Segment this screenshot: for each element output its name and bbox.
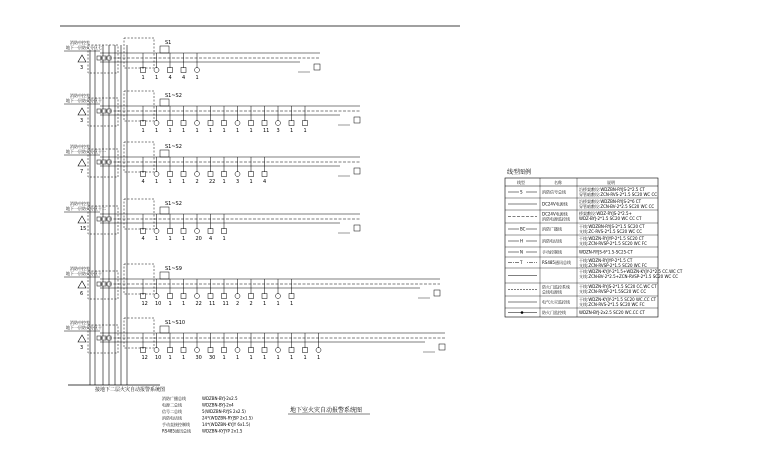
module-icon	[222, 121, 227, 126]
device-count: 1	[168, 128, 172, 134]
module-icon	[168, 68, 173, 73]
module-icon	[262, 172, 267, 177]
device-count: 1	[155, 128, 159, 134]
device-count: 10	[155, 355, 162, 361]
detector-icon	[154, 294, 159, 299]
switch-box	[160, 272, 169, 279]
switch-box	[160, 46, 169, 53]
alarm-triangle-icon	[78, 159, 86, 166]
device-count: 1	[303, 128, 307, 134]
switch-label: S1~S2	[165, 201, 182, 207]
legend-row-desc: 干线:WDZN-KYJY-2*1.5+WDZN-KYJY-2*2.5 CC.WC CT 支线:ZCN-BV-2*2.5+ZCN-RVSP-2*1.5 SC20 WC CC	[579, 269, 683, 279]
floor-block	[64, 142, 360, 185]
device-count: 22	[209, 179, 216, 185]
legend-row-desc: 沿桥架敷设:WDZBN-RYJS-2*6 CT 穿管暗敷设:ZCN-BV-2*2.5 SC20 WC CC	[579, 199, 655, 209]
device-count: 1	[222, 236, 226, 242]
detector-icon	[154, 348, 159, 353]
device-count: 1	[222, 355, 226, 361]
end-terminal-icon	[314, 64, 320, 70]
device-count: 1	[290, 355, 294, 361]
device-count: 1	[222, 128, 226, 134]
module-icon	[289, 294, 294, 299]
legend-header-symbol: 线型	[517, 180, 525, 185]
module-icon	[181, 68, 186, 73]
detector-icon	[276, 294, 281, 299]
detector-icon	[154, 229, 159, 234]
floor-device-count: 3	[80, 118, 84, 124]
alarm-triangle-icon	[78, 216, 86, 223]
floor-block	[64, 38, 320, 81]
detector-icon	[195, 172, 200, 177]
device-count: 1	[290, 128, 294, 134]
wire-spec-name: 信号二总线	[162, 409, 182, 414]
legend-row-desc: WDZN-RYJS-6*1.5-SC25-CT	[579, 249, 633, 255]
device-count: 1	[182, 179, 186, 185]
module-icon	[181, 121, 186, 126]
legend-row-desc: 干线:WDZN-KYJY-2*1.5 SC20 WC.CC CT 支线:ZCN-RVS-2*1.5 SC20 WC FC	[579, 297, 657, 307]
detector-icon	[195, 294, 200, 299]
device-count: 1	[168, 355, 172, 361]
switch-label: S1	[165, 40, 172, 46]
device-count: 3	[236, 179, 240, 185]
device-count: 4	[209, 236, 213, 242]
switch-box	[160, 207, 169, 214]
device-count: 1	[276, 301, 280, 307]
floor-label-line1: 消防中控室	[70, 144, 90, 149]
module-icon	[168, 172, 173, 177]
device-count: 1	[195, 128, 199, 134]
switch-label: S1~S10	[165, 320, 186, 326]
switch-box	[160, 326, 169, 333]
device-count: 3	[276, 128, 280, 134]
device-count: 1	[141, 75, 145, 81]
floor-label-line2: 地下一层防火分区十二	[66, 206, 106, 211]
detector-icon	[154, 172, 159, 177]
device-count: 1	[195, 75, 199, 81]
end-terminal-icon	[439, 344, 445, 350]
wire-spec-table	[162, 395, 253, 434]
legend-row	[508, 235, 647, 246]
device-count: 11	[263, 128, 270, 134]
floor-label-line1: 消防中控室	[70, 93, 90, 98]
floor-label-line2: 地下一层防火分区七	[66, 45, 102, 50]
legend-symbol-glyph: T	[520, 260, 523, 265]
end-terminal-icon	[434, 290, 440, 296]
floor-label-line1: 消防中控室	[70, 320, 90, 325]
device-count: 22	[195, 301, 202, 307]
legend-row-name: 防火门监控线	[542, 310, 566, 315]
legend-row-name: RS485通讯总线	[542, 260, 571, 265]
device-count: 2	[195, 179, 199, 185]
legend-row-desc: 干线:WDZBN-RYJS-2*1.5 SC20 CT 支线:ZC-RVS-2*1.5 SC20 WC CC	[579, 224, 645, 234]
device-count: 20	[195, 236, 202, 242]
device-count: 1	[182, 301, 186, 307]
module-icon	[262, 348, 267, 353]
legend-header-desc: 说明	[607, 180, 615, 185]
detector-icon	[154, 68, 159, 73]
module-icon	[208, 294, 213, 299]
device-count: 1	[155, 75, 159, 81]
legend-row-desc: 沿桥架敷设:WDZBN-RYJS-2*2.5 CT 穿管暗敷设:ZCN-RVS-2*1.5 SC20 WC CC	[579, 187, 658, 197]
module-icon	[208, 229, 213, 234]
module-icon	[181, 172, 186, 177]
device-count: 1	[276, 355, 280, 361]
device-count: 1	[168, 236, 172, 242]
device-count: 4	[168, 75, 172, 81]
wire-spec-value: 24*(WDZBN-RYJSP 2x1.5)	[202, 415, 253, 421]
wire-spec-value: 14*(WDZBN-KYJY 6x1.5)	[202, 422, 251, 427]
device-count: 1	[236, 128, 240, 134]
module-icon	[222, 348, 227, 353]
floor-label-line2: 地下一层防火分区十	[66, 325, 102, 330]
floor-device-count: 7	[80, 169, 84, 175]
alarm-triangle-icon	[78, 108, 86, 115]
module-icon	[249, 121, 254, 126]
module-icon	[208, 172, 213, 177]
detector-icon	[276, 348, 281, 353]
device-count: 10	[155, 301, 162, 307]
legend-symbol-glyph: BC	[520, 226, 526, 232]
detector-icon	[276, 121, 281, 126]
floor-label-line1: 消防中控室	[70, 40, 90, 45]
module-icon	[208, 348, 213, 353]
legend-row	[508, 296, 657, 307]
floor-device-count: 3	[80, 65, 84, 71]
device-count: 1	[155, 179, 159, 185]
end-terminal-icon	[354, 225, 360, 231]
end-terminal-icon	[354, 168, 360, 174]
device-count: 4	[141, 236, 145, 242]
alarm-triangle-icon	[78, 335, 86, 342]
legend-row-name: 消防广播线	[542, 226, 562, 232]
module-icon	[168, 229, 173, 234]
legend-row	[508, 249, 633, 255]
module-icon	[249, 348, 254, 353]
floor-label-line1: 消防中控室	[70, 266, 90, 271]
detector-icon	[154, 121, 159, 126]
device-count: 1	[263, 355, 267, 361]
device-count: 1	[141, 128, 145, 134]
device-count: 11	[209, 301, 216, 307]
legend-dot-icon	[521, 311, 524, 314]
floor-device-count: 3	[80, 345, 84, 351]
wire-spec-name: 电源二总线	[162, 402, 182, 408]
legend-row-desc: 桥架敷设:WDZ-RYJS-2*2.5+ WDZ-BYJ-2*1.5 SC20 WC CC CT	[579, 211, 642, 221]
module-icon	[168, 348, 173, 353]
legend-symbol-glyph: S	[520, 189, 523, 195]
floor-device-count: 15	[80, 226, 87, 232]
device-count: 1	[236, 355, 240, 361]
module-icon	[181, 229, 186, 234]
module-icon	[181, 294, 186, 299]
legend-row-name: DC24V电源线	[542, 201, 568, 207]
device-count: 1	[249, 179, 253, 185]
floor-label-line1: 消防中控室	[70, 201, 90, 206]
device-count: 12	[141, 355, 148, 361]
device-count: 1	[182, 128, 186, 134]
legend-row-desc: 干线:WDZN-RYJYP-2*1.5 SC20 CT 支线:ZCN-RVSP-2*1.5 SC20 WC FC	[579, 236, 647, 246]
detector-icon	[195, 229, 200, 234]
floor-label-line2: 地下一层防火分区十一	[66, 149, 106, 154]
floor-label-line2: 地下一层防火分区十	[66, 271, 102, 276]
legend-header-name: 名称	[554, 180, 562, 185]
legend-symbol-glyph: N	[520, 249, 523, 255]
device-count: 1	[209, 128, 213, 134]
detector-icon	[195, 348, 200, 353]
module-icon	[303, 121, 308, 126]
device-count: 12	[141, 301, 148, 307]
detector-icon	[235, 348, 240, 353]
module-icon	[249, 172, 254, 177]
legend-row	[508, 186, 657, 197]
legend-row-name: 消防信号总线	[542, 189, 566, 195]
device-count: 11	[222, 301, 229, 307]
device-count: 30	[195, 355, 202, 361]
legend-row-name: DC24V电源线消防电源监控线	[542, 211, 570, 222]
device-count: 4	[182, 75, 186, 81]
switch-label: S1~S2	[165, 93, 182, 99]
wire-spec-name: 消防电话线	[162, 415, 182, 421]
wire-spec-value: 5(WDZBN-RYJS 2x2.5)	[202, 409, 246, 414]
wire-spec-name: 手动直接控制线	[162, 422, 190, 427]
legend-row	[508, 223, 645, 234]
module-icon	[222, 172, 227, 177]
drawing-title: 地下室火灾自动报警系统图	[290, 407, 363, 414]
legend-row-desc: WDZN-BYJ-2x2.5 SC20 WC.CC CT	[579, 310, 645, 315]
legend-row-desc: 干线:WDZN-RYJS-2*1.5 SC20 CC.WC CT 支线:ZCN-RVSP-2*1.5SC20 WC CC	[579, 284, 657, 294]
device-count: 1	[249, 355, 253, 361]
module-icon	[208, 121, 213, 126]
module-icon	[289, 348, 294, 353]
detector-icon	[195, 121, 200, 126]
module-icon	[168, 121, 173, 126]
module-icon	[262, 294, 267, 299]
switch-label: S1~S2	[165, 144, 182, 150]
module-icon	[249, 294, 254, 299]
module-icon	[289, 121, 294, 126]
switch-box	[160, 150, 169, 157]
legend-row	[508, 268, 683, 279]
module-icon	[181, 348, 186, 353]
wire-spec-value: WDZBN-KYJYP 2x1.5	[202, 428, 243, 434]
wire-spec-name: RS485通讯总线	[162, 428, 191, 434]
floor-block	[64, 91, 360, 134]
device-count: 1	[168, 301, 172, 307]
legend-row	[508, 283, 657, 295]
device-count: 4	[263, 179, 267, 185]
detector-icon	[235, 172, 240, 177]
floor-block	[64, 199, 360, 242]
bus-label: 接地下二层火灾自动报警系统图	[95, 387, 166, 393]
end-terminal-icon	[354, 117, 360, 123]
floor-label-line2: 地下一层防火分区十	[66, 98, 102, 103]
module-icon	[222, 229, 227, 234]
legend-table	[505, 178, 683, 317]
legend-row-name: 电气火灾监控线	[542, 299, 570, 305]
vertical-trunk-lines	[90, 45, 127, 385]
switch-box	[160, 99, 169, 106]
alarm-triangle-icon	[78, 281, 86, 288]
floor-block	[64, 264, 440, 307]
device-count: 1	[263, 301, 267, 307]
device-count: 1	[182, 236, 186, 242]
device-count: 1	[182, 355, 186, 361]
switch-label: S1~S9	[165, 266, 182, 272]
detector-icon	[195, 68, 200, 73]
legend-row	[508, 210, 642, 222]
legend-row-desc: 干线:WDZN-RYJYP-2*1.5 CT 支线:ZCN-RVSP-2*1.5 SC20 WC FC	[579, 258, 647, 268]
device-count: 1	[222, 179, 226, 185]
legend-row-name: 消防电话线	[542, 238, 562, 244]
wire-spec-value: WDZBN-BYJ-2x2.5	[202, 396, 238, 401]
legend-symbol-glyph: H	[520, 238, 524, 244]
device-count: 1	[249, 128, 253, 134]
wire-spec-name: 消防广播总线	[162, 396, 186, 401]
alarm-triangle-icon	[78, 55, 86, 62]
module-icon	[262, 121, 267, 126]
device-count: 1	[303, 355, 307, 361]
module-icon	[168, 294, 173, 299]
detector-icon	[316, 348, 321, 353]
device-count: 2	[249, 301, 253, 307]
device-count: 1	[317, 355, 321, 361]
legend-row	[508, 198, 654, 209]
legend-row	[508, 257, 647, 268]
device-count: 2	[236, 301, 240, 307]
device-count: 4	[141, 179, 145, 185]
device-count: 1	[155, 236, 159, 242]
detector-icon	[235, 121, 240, 126]
device-count: 30	[209, 355, 216, 361]
module-icon	[303, 348, 308, 353]
legend-row-name: 手动控制线	[542, 249, 562, 255]
legend-row	[508, 309, 645, 315]
device-count: 1	[168, 179, 172, 185]
module-icon	[222, 294, 227, 299]
legend-row-name: 防火门监控系统总线电源线	[542, 284, 570, 295]
detector-icon	[235, 294, 240, 299]
floor-device-count: 6	[80, 291, 84, 297]
device-count: 1	[290, 301, 294, 307]
wire-spec-value: WDZBN-BYJ-2x4	[202, 402, 234, 408]
legend-title: 线型图例	[507, 169, 532, 176]
